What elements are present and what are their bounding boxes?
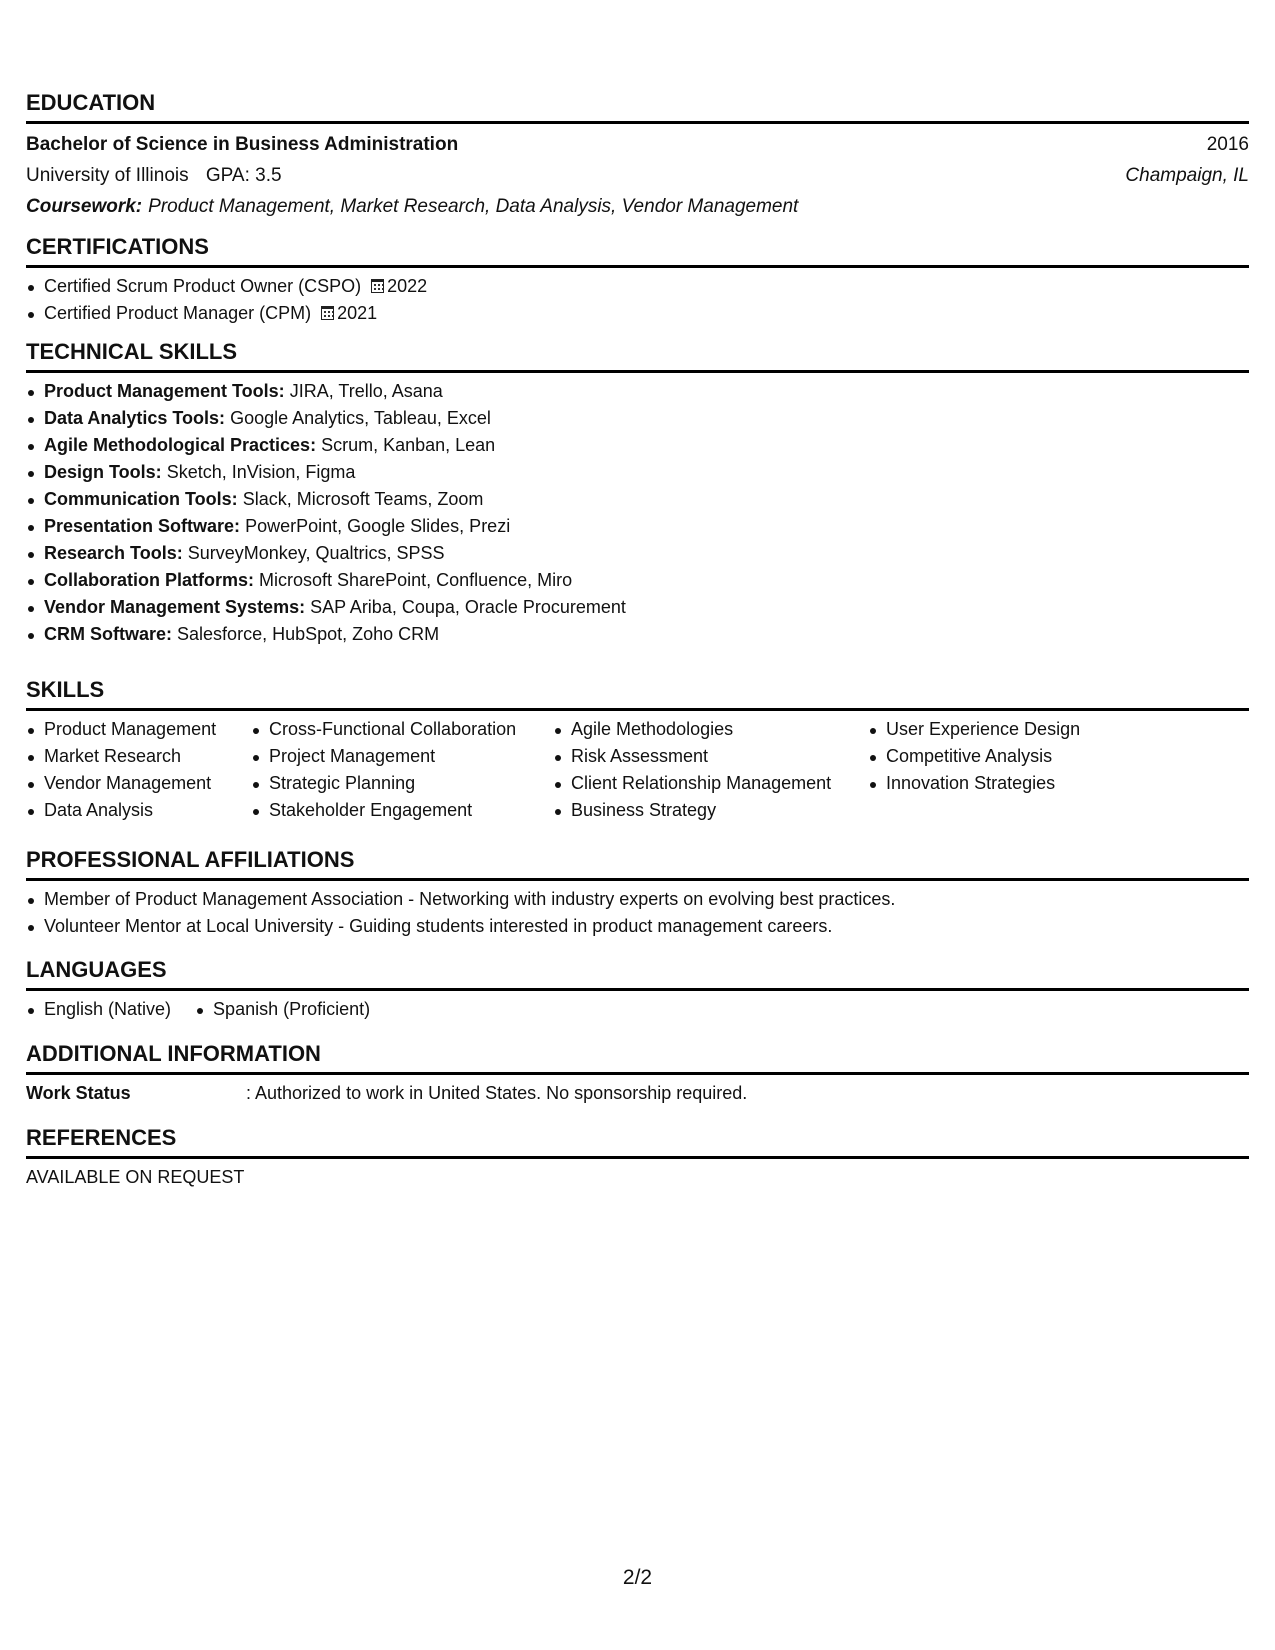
list-item	[26, 378, 1249, 405]
list-item: Data Analysis	[26, 797, 251, 824]
degree-title: Bachelor of Science in Business Administration	[26, 134, 459, 155]
skill-values: Slack, Microsoft Teams, Zoom	[242, 489, 484, 509]
technical-skills-heading: TECHNICAL SKILLS	[26, 339, 1249, 373]
list-item	[26, 459, 1249, 486]
graduation-year: 2016	[1206, 134, 1249, 155]
certification-name: Certified Scrum Product Owner (CSPO)	[44, 276, 362, 296]
certifications-heading: CERTIFICATIONS	[26, 234, 1249, 268]
page-number: 2/2	[622, 1566, 653, 1589]
list-item: Cross-Functional Collaboration	[251, 716, 553, 743]
list-item: Innovation Strategies	[868, 770, 1168, 797]
languages-section	[26, 957, 1249, 1023]
school-name: University of Illinois	[26, 165, 189, 186]
gpa: GPA: 3.5	[205, 165, 282, 186]
references-heading: REFERENCES	[26, 1125, 1249, 1159]
list-item: Business Strategy	[553, 797, 868, 824]
list-item: Market Research	[26, 743, 251, 770]
list-item	[26, 486, 1249, 513]
skills-column	[868, 716, 1168, 824]
list-item	[26, 405, 1249, 432]
skills-column	[251, 716, 553, 824]
list-item: Competitive Analysis	[868, 743, 1168, 770]
list-item	[26, 513, 1249, 540]
certification-name: Certified Product Manager (CPM)	[44, 303, 312, 323]
skill-category: CRM Software:	[44, 624, 173, 644]
list-item: Vendor Management	[26, 770, 251, 797]
list-item: User Experience Design	[868, 716, 1168, 743]
affiliations-list	[26, 886, 1249, 940]
list-item: Volunteer Mentor at Local University - Guiding students interested in product management careers.	[26, 913, 1249, 940]
school-location: Champaign, IL	[1125, 165, 1249, 186]
certification-year: 2022	[387, 276, 428, 296]
languages-list	[26, 996, 1249, 1023]
list-item: Project Management	[251, 743, 553, 770]
skill-category: Data Analytics Tools:	[44, 408, 226, 428]
school-row	[26, 160, 1249, 191]
skills-column	[553, 716, 868, 824]
list-item	[26, 540, 1249, 567]
skill-category: Agile Methodological Practices:	[44, 435, 317, 455]
work-status-label: Work Status	[26, 1083, 131, 1103]
list-item: Risk Assessment	[553, 743, 868, 770]
list-item: Strategic Planning	[251, 770, 553, 797]
list-item	[26, 621, 1249, 648]
skill-category: Presentation Software:	[44, 516, 241, 536]
certifications-section	[26, 234, 1249, 327]
references-text: AVAILABLE ON REQUEST	[26, 1167, 245, 1187]
calendar-icon	[371, 279, 384, 293]
additional-info-heading: ADDITIONAL INFORMATION	[26, 1041, 1249, 1075]
list-item: Agile Methodologies	[553, 716, 868, 743]
coursework-list: Product Management, Market Research, Data Analysis, Vendor Management	[148, 196, 799, 217]
list-item	[26, 594, 1249, 621]
education-heading: EDUCATION	[26, 90, 1249, 124]
skill-values: JIRA, Trello, Asana	[289, 381, 443, 401]
list-item: Product Management	[26, 716, 251, 743]
skill-values: PowerPoint, Google Slides, Prezi	[245, 516, 511, 536]
skill-category: Collaboration Platforms:	[44, 570, 255, 590]
skills-section	[26, 677, 1249, 824]
list-item	[26, 432, 1249, 459]
skill-category: Design Tools:	[44, 462, 162, 482]
skill-values: Salesforce, HubSpot, Zoho CRM	[177, 624, 440, 644]
affiliations-section	[26, 847, 1249, 940]
affiliations-heading: PROFESSIONAL AFFILIATIONS	[26, 847, 1249, 881]
coursework-row	[26, 191, 1249, 222]
list-item: Stakeholder Engagement	[251, 797, 553, 824]
skill-values: Microsoft SharePoint, Confluence, Miro	[259, 570, 573, 590]
degree-row	[26, 129, 1249, 160]
additional-info-section	[26, 1041, 1249, 1107]
list-item: Client Relationship Management	[553, 770, 868, 797]
skill-category: Vendor Management Systems:	[44, 597, 306, 617]
certification-year: 2021	[337, 303, 378, 323]
skills-grid	[26, 716, 1249, 824]
list-item: Member of Product Management Association - Networking with industry experts on evolving best practices.	[26, 886, 1249, 913]
list-item	[26, 567, 1249, 594]
list-item	[26, 300, 1249, 327]
skill-category: Research Tools:	[44, 543, 183, 563]
references-section	[26, 1125, 1249, 1191]
skill-values: Scrum, Kanban, Lean	[321, 435, 496, 455]
skill-values: SAP Ariba, Coupa, Oracle Procurement	[310, 597, 626, 617]
work-status-value: : Authorized to work in United States. No sponsorship required.	[246, 1083, 748, 1103]
list-item: English (Native)	[26, 996, 171, 1023]
certifications-list	[26, 273, 1249, 327]
skill-category: Communication Tools:	[44, 489, 238, 509]
skill-values: Sketch, InVision, Figma	[166, 462, 356, 482]
education-section	[26, 90, 1249, 222]
technical-skills-list	[26, 378, 1249, 648]
skill-category: Product Management Tools:	[44, 381, 285, 401]
skill-values: Google Analytics, Tableau, Excel	[230, 408, 491, 428]
list-item: Spanish (Proficient)	[195, 996, 370, 1023]
skills-column	[26, 716, 251, 824]
technical-skills-section	[26, 339, 1249, 648]
calendar-icon	[321, 306, 334, 320]
skills-heading: SKILLS	[26, 677, 1249, 711]
languages-heading: LANGUAGES	[26, 957, 1249, 991]
list-item	[26, 273, 1249, 300]
skill-values: SurveyMonkey, Qualtrics, SPSS	[187, 543, 445, 563]
coursework-label: Coursework:	[26, 196, 143, 217]
work-status-row	[26, 1080, 1249, 1107]
